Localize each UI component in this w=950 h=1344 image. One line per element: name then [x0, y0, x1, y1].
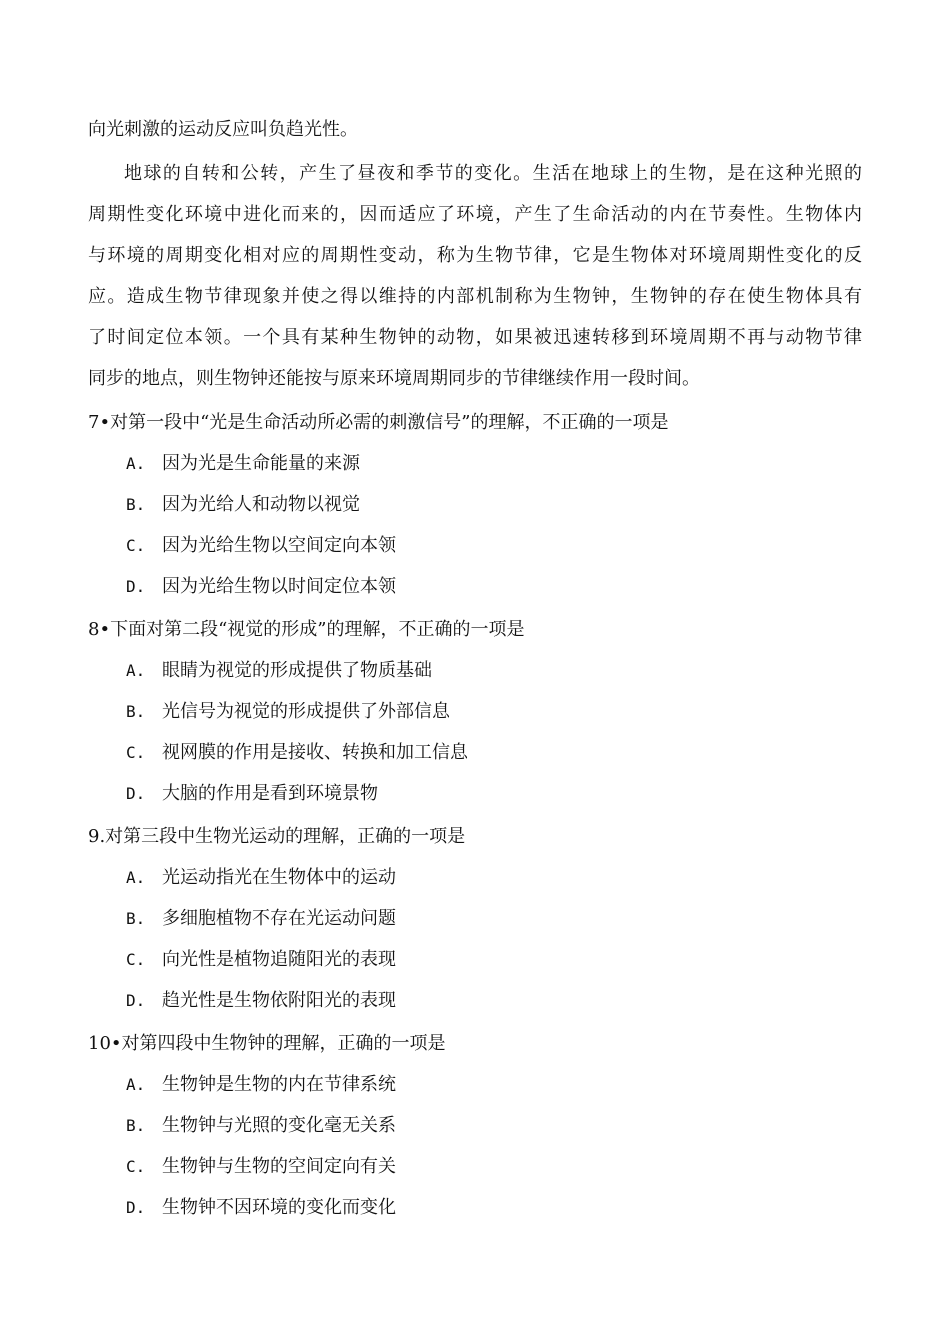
option-text: 大脑的作用是看到环境景物: [162, 783, 378, 804]
option-d[interactable]: [126, 782, 378, 806]
option-d[interactable]: [126, 1196, 396, 1220]
question-stem: 10•对第四段中生物钟的理解，正确的一项是: [88, 1033, 446, 1054]
passage-line: 了时间定位本领。一个具有某种生物钟的动物，如果被迅速转移到环境周期不再与动物节律: [88, 327, 862, 348]
option-letter: B.: [126, 1116, 146, 1135]
option-text: 生物钟不因环境的变化而变化: [162, 1197, 396, 1218]
option-letter: A.: [126, 454, 146, 473]
option-text: 生物钟是生物的内在节律系统: [162, 1074, 396, 1095]
option-a[interactable]: [126, 866, 396, 890]
option-letter: B.: [126, 909, 146, 928]
passage-line: 与环境的周期变化相对应的周期性变动，称为生物节律，它是生物体对环境周期性变化的反: [88, 245, 862, 266]
option-b[interactable]: [126, 1114, 396, 1138]
option-text: 向光性是植物追随阳光的表现: [162, 949, 396, 970]
option-text: 生物钟与生物的空间定向有关: [162, 1156, 396, 1177]
option-letter: C.: [126, 743, 146, 762]
passage-line: 同步的地点，则生物钟还能按与原来环境周期同步的节律继续作用一段时间。: [88, 368, 700, 389]
option-a[interactable]: [126, 1073, 396, 1097]
option-text: 因为光给生物以时间定位本领: [162, 576, 396, 597]
option-letter: C.: [126, 1157, 146, 1176]
option-text: 因为光是生命能量的来源: [162, 453, 360, 474]
option-text: 视网膜的作用是接收、转换和加工信息: [162, 742, 468, 763]
option-letter: B.: [126, 702, 146, 721]
option-c[interactable]: [126, 948, 396, 972]
option-text: 光运动指光在生物体中的运动: [162, 867, 396, 888]
option-b[interactable]: [126, 700, 450, 724]
option-text: 光信号为视觉的形成提供了外部信息: [162, 701, 450, 722]
option-d[interactable]: [126, 575, 396, 599]
option-c[interactable]: [126, 534, 396, 558]
option-c[interactable]: [126, 741, 468, 765]
passage-line: 地球的自转和公转，产生了昼夜和季节的变化。生活在地球上的生物，是在这种光照的: [124, 163, 862, 184]
option-text: 因为光给生物以空间定向本领: [162, 535, 396, 556]
option-text: 因为光给人和动物以视觉: [162, 494, 360, 515]
option-letter: C.: [126, 950, 146, 969]
question-stem: 7•对第一段中“光是生命活动所必需的刺激信号”的理解，不正确的一项是: [88, 412, 669, 433]
option-letter: A.: [126, 1075, 146, 1094]
option-text: 生物钟与光照的变化毫无关系: [162, 1115, 396, 1136]
passage-line: 应。造成生物节律现象并使之得以维持的内部机制称为生物钟，生物钟的存在使生物体具有: [88, 286, 862, 307]
option-text: 多细胞植物不存在光运动问题: [162, 908, 396, 929]
option-letter: D.: [126, 784, 146, 803]
option-text: 眼睛为视觉的形成提供了物质基础: [162, 660, 432, 681]
passage-line: 周期性变化环境中进化而来的，因而适应了环境，产生了生命活动的内在节奏性。生物体内: [88, 204, 862, 225]
option-text: 趋光性是生物依附阳光的表现: [162, 990, 396, 1011]
passage-line: 向光刺激的运动反应叫负趋光性。: [88, 119, 358, 140]
option-d[interactable]: [126, 989, 396, 1013]
option-b[interactable]: [126, 493, 360, 517]
option-letter: B.: [126, 495, 146, 514]
option-b[interactable]: [126, 907, 396, 931]
option-letter: A.: [126, 868, 146, 887]
option-letter: D.: [126, 991, 146, 1010]
option-letter: A.: [126, 661, 146, 680]
option-a[interactable]: [126, 452, 360, 476]
option-letter: D.: [126, 577, 146, 596]
option-a[interactable]: [126, 659, 432, 683]
option-c[interactable]: [126, 1155, 396, 1179]
option-letter: D.: [126, 1198, 146, 1217]
question-stem: 8•下面对第二段“视觉的形成”的理解，不正确的一项是: [88, 619, 525, 640]
question-stem: 9.对第三段中生物光运动的理解，正确的一项是: [88, 826, 466, 847]
option-letter: C.: [126, 536, 146, 555]
